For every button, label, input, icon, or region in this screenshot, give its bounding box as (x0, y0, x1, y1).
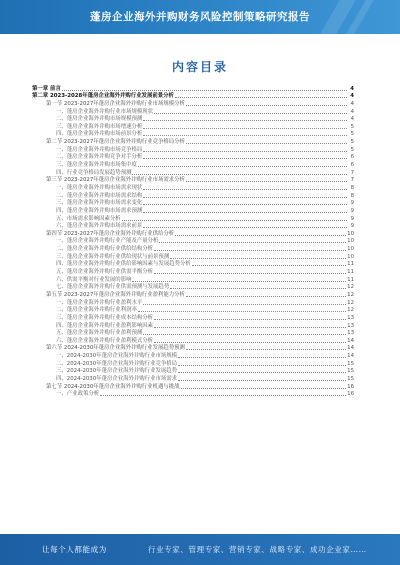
footer-banner (0, 534, 400, 565)
toc-entry-title: 第一节 2023-2027年蓬房企业海外并购行业市场规模分析 (46, 100, 185, 107)
toc-entry[interactable] (32, 276, 354, 284)
toc-entry-title: 一、蓬房企业海外并购市场竞争格局 (56, 146, 143, 153)
report-title: 蓬房企业海外并购财务风险控制策略研究报告 (90, 11, 310, 23)
toc-entry-page: 4 (350, 108, 354, 115)
toc-entry[interactable] (32, 245, 354, 253)
toc-entry-title: 第三节 2023-2027年蓬房企业海外并购行业市场需求分析 (46, 177, 185, 184)
toc-entry[interactable] (32, 192, 354, 200)
toc-entry-page: 6 (350, 162, 354, 169)
toc-entry[interactable] (32, 322, 354, 330)
toc-leader-dots (186, 349, 346, 350)
toc-entry-title: 二、蓬房企业海外并购市场需求结构 (56, 192, 143, 199)
toc-leader-dots (154, 250, 346, 251)
toc-entry-title: 四、行业竞争格局发展趋势预测 (56, 169, 132, 176)
toc-leader-dots (132, 174, 347, 175)
toc-leader-dots (143, 204, 347, 205)
toc-entry-title: 第二节 2023-2027年蓬房企业海外并购行业竞争格局分析 (46, 139, 185, 146)
toc-entry-title: 一、蓬房企业海外并购行业市场规模现状 (56, 108, 154, 115)
toc-entry-page: 5 (350, 131, 354, 138)
toc-entry-page: 16 (347, 383, 354, 390)
toc-entry-page: 4 (350, 100, 354, 107)
toc-entry-title: 四、蓬房企业海外并购行业盈利影响因素 (56, 322, 154, 329)
toc-entry-title: 一、蓬房企业海外并购行业产能及产量分析 (56, 238, 159, 245)
toc-leader-dots (186, 105, 347, 106)
toc-entry-title: 第一章 前言 (32, 85, 61, 92)
toc-entry-page: 11 (347, 261, 354, 268)
toc-entry-page: 12 (347, 291, 354, 298)
toc-leader-dots (143, 334, 346, 335)
toc-leader-dots (143, 212, 347, 213)
toc-entry-page: 16 (347, 391, 354, 398)
toc-leader-dots (186, 143, 347, 144)
toc-entry-page: 14 (347, 353, 354, 360)
toc-entry-page: 13 (347, 314, 354, 321)
toc-heading: 内容目录 (171, 60, 228, 74)
toc-entry-title: 六、蓬房企业海外并购行业盈利模式分析 (56, 337, 154, 344)
toc-entry-page: 5 (350, 123, 354, 130)
toc-entry[interactable] (32, 116, 354, 124)
toc-leader-dots (122, 220, 347, 221)
toc-entry[interactable] (32, 108, 354, 116)
toc-entry[interactable] (32, 200, 354, 208)
toc-entry[interactable] (32, 345, 354, 353)
toc-entry-page: 15 (347, 360, 354, 367)
toc-entry[interactable] (32, 391, 354, 399)
toc-entry-page: 4 (350, 116, 354, 123)
toc-leader-dots (143, 158, 347, 159)
toc-entry-page: 9 (350, 215, 354, 222)
toc-leader-dots (154, 113, 347, 114)
toc-entry-page: 7 (350, 169, 354, 176)
toc-entry-title: 三、蓬房企业海外并购市场需求变化 (56, 200, 143, 207)
toc-entry-title: 第五节 2023-2027年蓬房企业海外并购行业盈利能力分析 (46, 291, 185, 298)
toc-entry[interactable] (32, 383, 354, 391)
toc-leader-dots (159, 242, 346, 243)
toc-entry[interactable] (32, 330, 354, 338)
toc-entry-page: 10 (347, 246, 354, 253)
toc-leader-dots (143, 135, 347, 136)
toc-entry[interactable] (32, 169, 354, 177)
toc-entry-title: 第七节 2024-2030年蓬房企业海外并购行业机遇与挑战 (46, 383, 180, 390)
toc-entry-title: 二、蓬房企业海外并购行业利润率 (56, 307, 137, 314)
toc-entry-title: 二、蓬房企业海外并购行业供给结构分析 (56, 246, 154, 253)
toc-entry[interactable] (32, 123, 354, 131)
toc-leader-dots (178, 357, 346, 358)
toc-entry-page: 9 (350, 223, 354, 230)
toc-leader-dots (186, 296, 346, 297)
toc-leader-dots (143, 227, 347, 228)
toc-leader-dots (154, 327, 346, 328)
toc-leader-dots (138, 311, 346, 312)
footer-slogan-right: 行业专家、管理专家、营销专家、战略专家、成功企业家…… (148, 545, 367, 554)
toc-entry-page: 14 (347, 337, 354, 344)
toc-entry-title: 三、蓬房企业海外并购市场增速分析 (56, 123, 143, 130)
toc-entry-page: 13 (347, 330, 354, 337)
toc-entry[interactable] (32, 299, 354, 307)
toc-leader-dots (186, 181, 347, 182)
toc-entry-page: 10 (347, 230, 354, 237)
toc-leader-dots (143, 120, 347, 121)
toc-leader-dots (170, 258, 346, 259)
toc-entry[interactable] (32, 85, 354, 93)
toc-leader-dots (62, 90, 347, 91)
toc-entry-page: 11 (347, 276, 354, 283)
toc-entry-title: 四、蓬房企业海外并购市场前景分析 (56, 131, 143, 138)
toc-entry-title: 一、蓬房企业海外并购行业盈利水平 (56, 299, 143, 306)
toc-entry-page: 6 (350, 154, 354, 161)
toc-entry-page: 12 (347, 299, 354, 306)
toc-entry[interactable] (32, 268, 354, 276)
toc-leader-dots (143, 304, 346, 305)
toc-entry-title: 七、蓬房企业海外并购行业供需预测与发展趋势 (56, 284, 170, 291)
toc-leader-dots (175, 235, 346, 236)
toc-leader-dots (192, 265, 346, 266)
toc-leader-dots (178, 372, 346, 373)
header-banner (0, 0, 400, 34)
toc-entry-title: 二、蓬房企业海外并购市场规模预测 (56, 116, 143, 123)
toc-entry[interactable] (32, 207, 354, 215)
toc-entry-page: 8 (350, 184, 354, 191)
toc-entry[interactable] (32, 253, 354, 261)
footer-slogan-left: 让每个人都能成为 (42, 545, 107, 554)
toc-entry-page: 8 (350, 192, 354, 199)
toc-entry[interactable] (32, 177, 354, 185)
toc-entry-title: 一、产业政策分析 (56, 391, 100, 398)
toc-entry[interactable] (32, 131, 354, 139)
toc-entry-page: 5 (350, 139, 354, 146)
toc-entry-title: 六、蓬房企业海外并购市场需求前景 (56, 223, 143, 230)
toc-entry[interactable] (32, 230, 354, 238)
toc-leader-dots (178, 380, 346, 381)
toc-entry-page: 12 (347, 307, 354, 314)
toc-entry[interactable] (32, 261, 354, 269)
toc-entry[interactable] (32, 375, 354, 383)
toc-entry-title: 二、蓬房企业海外并购竞争对手分析 (56, 154, 143, 161)
toc-leader-dots (143, 189, 347, 190)
toc-leader-dots (100, 395, 346, 396)
toc-leader-dots (175, 97, 347, 98)
toc-entry[interactable] (32, 154, 354, 162)
toc-leader-dots (181, 388, 347, 389)
toc-entry-title: 四、蓬房企业海外并购市场需求预测 (56, 207, 143, 214)
toc-leader-dots (154, 273, 346, 274)
toc-entry[interactable] (32, 337, 354, 345)
toc-leader-dots (138, 166, 347, 167)
toc-entry-page: 15 (347, 368, 354, 375)
toc-leader-dots (170, 288, 346, 289)
toc-entry-title: 五、市场需求影响因素分析 (56, 215, 121, 222)
toc-entry-page: 7 (350, 177, 354, 184)
toc-entry-page: 15 (347, 375, 354, 382)
toc-entry[interactable] (32, 360, 354, 368)
toc-leader-dots (154, 342, 346, 343)
toc-entry[interactable] (32, 161, 354, 169)
toc-entry-title: 三、2024-2030年蓬房企业海外并购行业发展趋势 (56, 368, 178, 375)
toc-entry[interactable] (32, 314, 354, 322)
toc-entry-title: 三、蓬房企业海外并购行业成本结构分析 (56, 314, 154, 321)
toc-entry-title: 第四节 2023-2027年蓬房企业海外并购行业供给分析 (46, 230, 175, 237)
toc-entry-page: 9 (350, 200, 354, 207)
toc-entry[interactable] (32, 238, 354, 246)
toc-leader-dots (132, 281, 346, 282)
toc-entry-title: 五、蓬房企业海外并购行业盈利预测 (56, 330, 143, 337)
toc-entry-title: 六、供需平衡对行业发展的影响 (56, 276, 132, 283)
toc-entry[interactable] (32, 307, 354, 315)
toc-entry-page: 12 (347, 284, 354, 291)
toc-leader-dots (143, 151, 347, 152)
toc-entry[interactable] (32, 93, 354, 101)
toc-entry-title: 三、蓬房企业海外并购行业供给现状与前景预测 (56, 253, 170, 260)
toc-entry[interactable] (32, 215, 354, 223)
toc-entry-title: 四、蓬房企业海外并购行业供给影响因素与发展趋势分析 (56, 261, 191, 268)
toc-entry-page: 5 (350, 146, 354, 153)
toc-entry-page: 9 (350, 207, 354, 214)
toc-entry-page: 4 (350, 85, 354, 92)
toc-entry[interactable] (32, 100, 354, 108)
toc-entry[interactable] (32, 352, 354, 360)
toc-entry-page: 4 (350, 93, 354, 100)
toc-entry-title: 第六节 2024-2030年蓬房企业海外并购行业发展趋势预测 (46, 345, 185, 352)
toc-entry-page: 10 (347, 253, 354, 260)
toc-entry-title: 一、蓬房企业海外并购市场需求现状 (56, 184, 143, 191)
toc-entry-page: 14 (347, 345, 354, 352)
toc-entry[interactable] (32, 184, 354, 192)
toc-entry[interactable] (32, 223, 354, 231)
toc-entry[interactable] (32, 368, 354, 376)
toc-leader-dots (178, 365, 346, 366)
toc-entry[interactable] (32, 138, 354, 146)
toc-entry[interactable] (32, 146, 354, 154)
toc-leader-dots (154, 319, 346, 320)
toc-entry-title: 三、蓬房企业海外并购市场集中度 (56, 162, 137, 169)
toc-entry-title: 二、2024-2030年蓬房企业海外并购行业竞争格局 (56, 360, 178, 367)
table-of-contents (32, 85, 354, 398)
toc-leader-dots (143, 128, 347, 129)
toc-entry-page: 11 (347, 269, 354, 276)
toc-entry-title: 一、2024-2030年蓬房企业海外并购行业市场规模 (56, 353, 178, 360)
toc-entry-page: 13 (347, 322, 354, 329)
toc-entry[interactable] (32, 291, 354, 299)
toc-entry-title: 五、蓬房企业海外并购行业供需平衡分析 (56, 269, 154, 276)
toc-entry-title: 第二章 2023-2028年蓬房企业海外并购行业发展前景分析 (32, 93, 174, 100)
toc-entry-title: 四、2024-2030年蓬房企业海外并购行业市场需求 (56, 375, 178, 382)
toc-entry-page: 10 (347, 238, 354, 245)
toc-leader-dots (143, 197, 347, 198)
toc-entry[interactable] (32, 284, 354, 292)
